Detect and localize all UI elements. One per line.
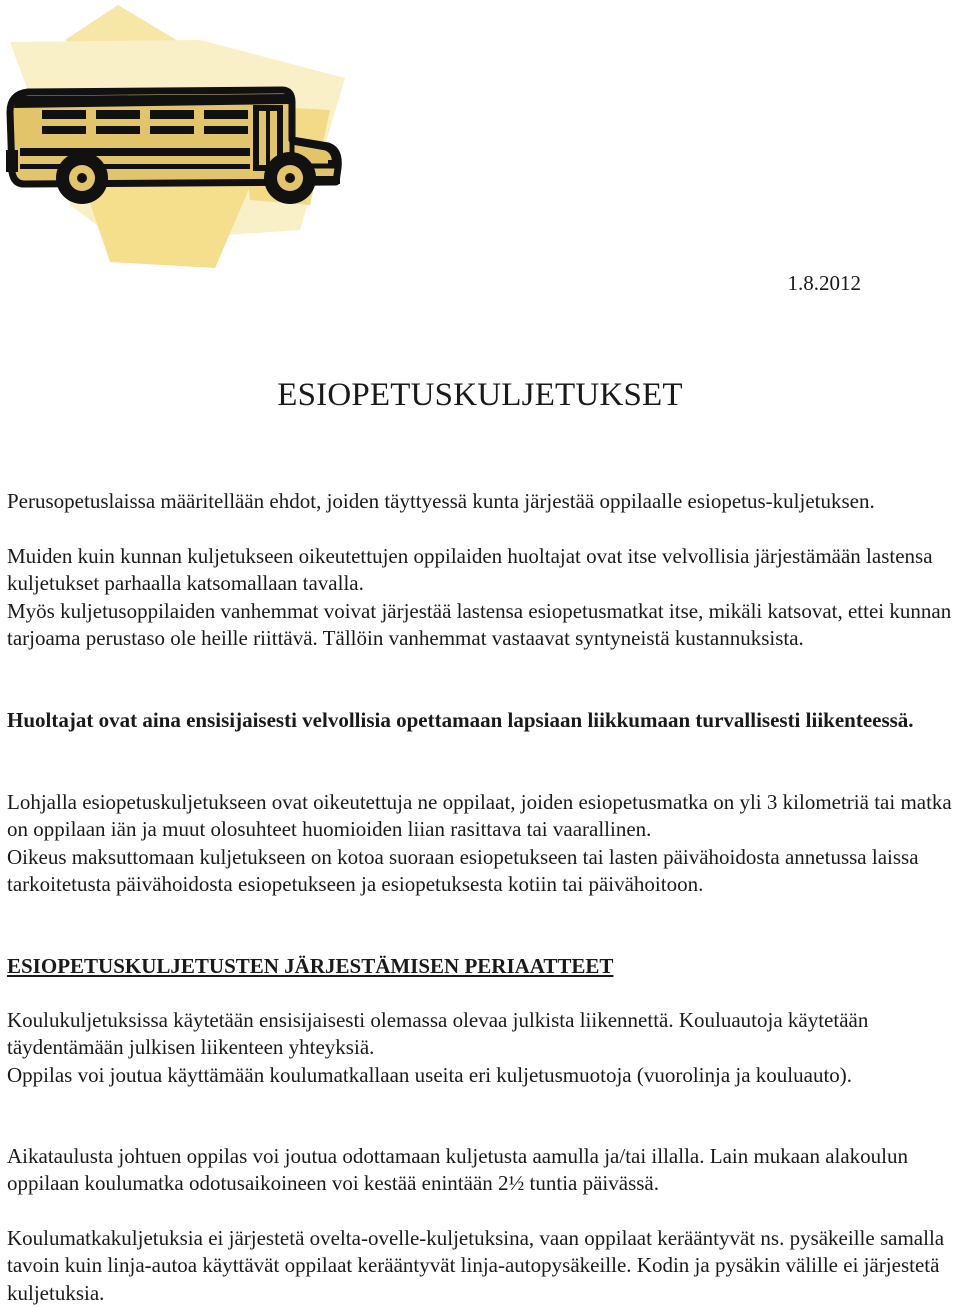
paragraph-waiting-time: Aikataulusta johtuen oppilas voi joutua odottamaan kuljetusta aamulla ja/tai illalla. Lain mukaan alakoulun oppilaan koulumatka odotusaikoineen voi kestää enintään 2½ tuntia päivässä. — [7, 1144, 909, 1196]
document-title: ESIOPETUSKULJETUKSET — [277, 377, 683, 413]
paragraph-guardian-duty: Muiden kuin kunnan kuljetukseen oikeutettujen oppilaiden huoltajat ovat itse velvollisia järjestämään lastensa kuljetukset parhaalla katsomallaan tavalla. — [7, 544, 933, 596]
paragraph-legal-basis: Perusopetuslaissa määritellään ehdot, joiden täyttyessä kunta järjestää oppilaalle esiopetus-kuljetuksen. — [7, 489, 875, 513]
paragraph-public-transport: Koulukuljetuksissa käytetään ensisijaisesti olemassa olevaa julkista liikennettä. Kouluautoja käytetään täydentämään julkisen liikenteen yhteyksiä. — [7, 1008, 869, 1060]
paragraph-parent-option: Myös kuljetusoppilaiden vanhemmat voivat järjestää lastensa esiopetusmatkat itse, mikäli katsovat, ettei kunnan tarjoama perustaso ole heille riittävä. Tällöin vanhemmat vastaavat syntyneistä kustannuksista. — [7, 599, 952, 651]
paragraph-traffic-safety: Huoltajat ovat aina ensisijaisesti velvollisia opettamaan lapsiaan liikkumaan turvallisesti liikenteessä. — [7, 708, 914, 732]
school-bus-clipart — [0, 0, 360, 280]
section-heading: ESIOPETUSKULJETUSTEN JÄRJESTÄMISEN PERIAATTEET — [7, 954, 614, 978]
paragraph-eligibility: Lohjalla esiopetuskuljetukseen ovat oikeutettuja ne oppilaat, joiden esiopetusmatka on yli 3 kilometriä tai matka on oppilaan iän ja muut olosuhteet huomioiden liian rasittava tai vaarallinen. — [7, 790, 952, 842]
document-date: 1.8.2012 — [787, 271, 861, 295]
paragraph-bus-stops: Koulumatkakuljetuksia ei järjestetä ovelta-ovelle-kuljetuksina, vaan oppilaat kerääntyvät ns. pysäkeille samalla tavoin kuin linja-autoa käyttävät oppilaat kerääntyvät linja-autopysäkeille. Kodin ja pysäkin välille ei järjestetä kuljetuksia. — [7, 1226, 945, 1305]
paragraph-free-transport: Oikeus maksuttomaan kuljetukseen on kotoa suoraan esiopetukseen tai lasten päivähoidosta annetussa laissa tarkoitetusta päivähoidosta esiopetukseen ja esiopetuksesta kotiin tai päivähoitoon. — [7, 845, 919, 897]
paragraph-transport-modes: Oppilas voi joutua käyttämään koulumatkallaan useita eri kuljetusmuotoja (vuorolinja ja kouluauto). — [7, 1063, 853, 1087]
